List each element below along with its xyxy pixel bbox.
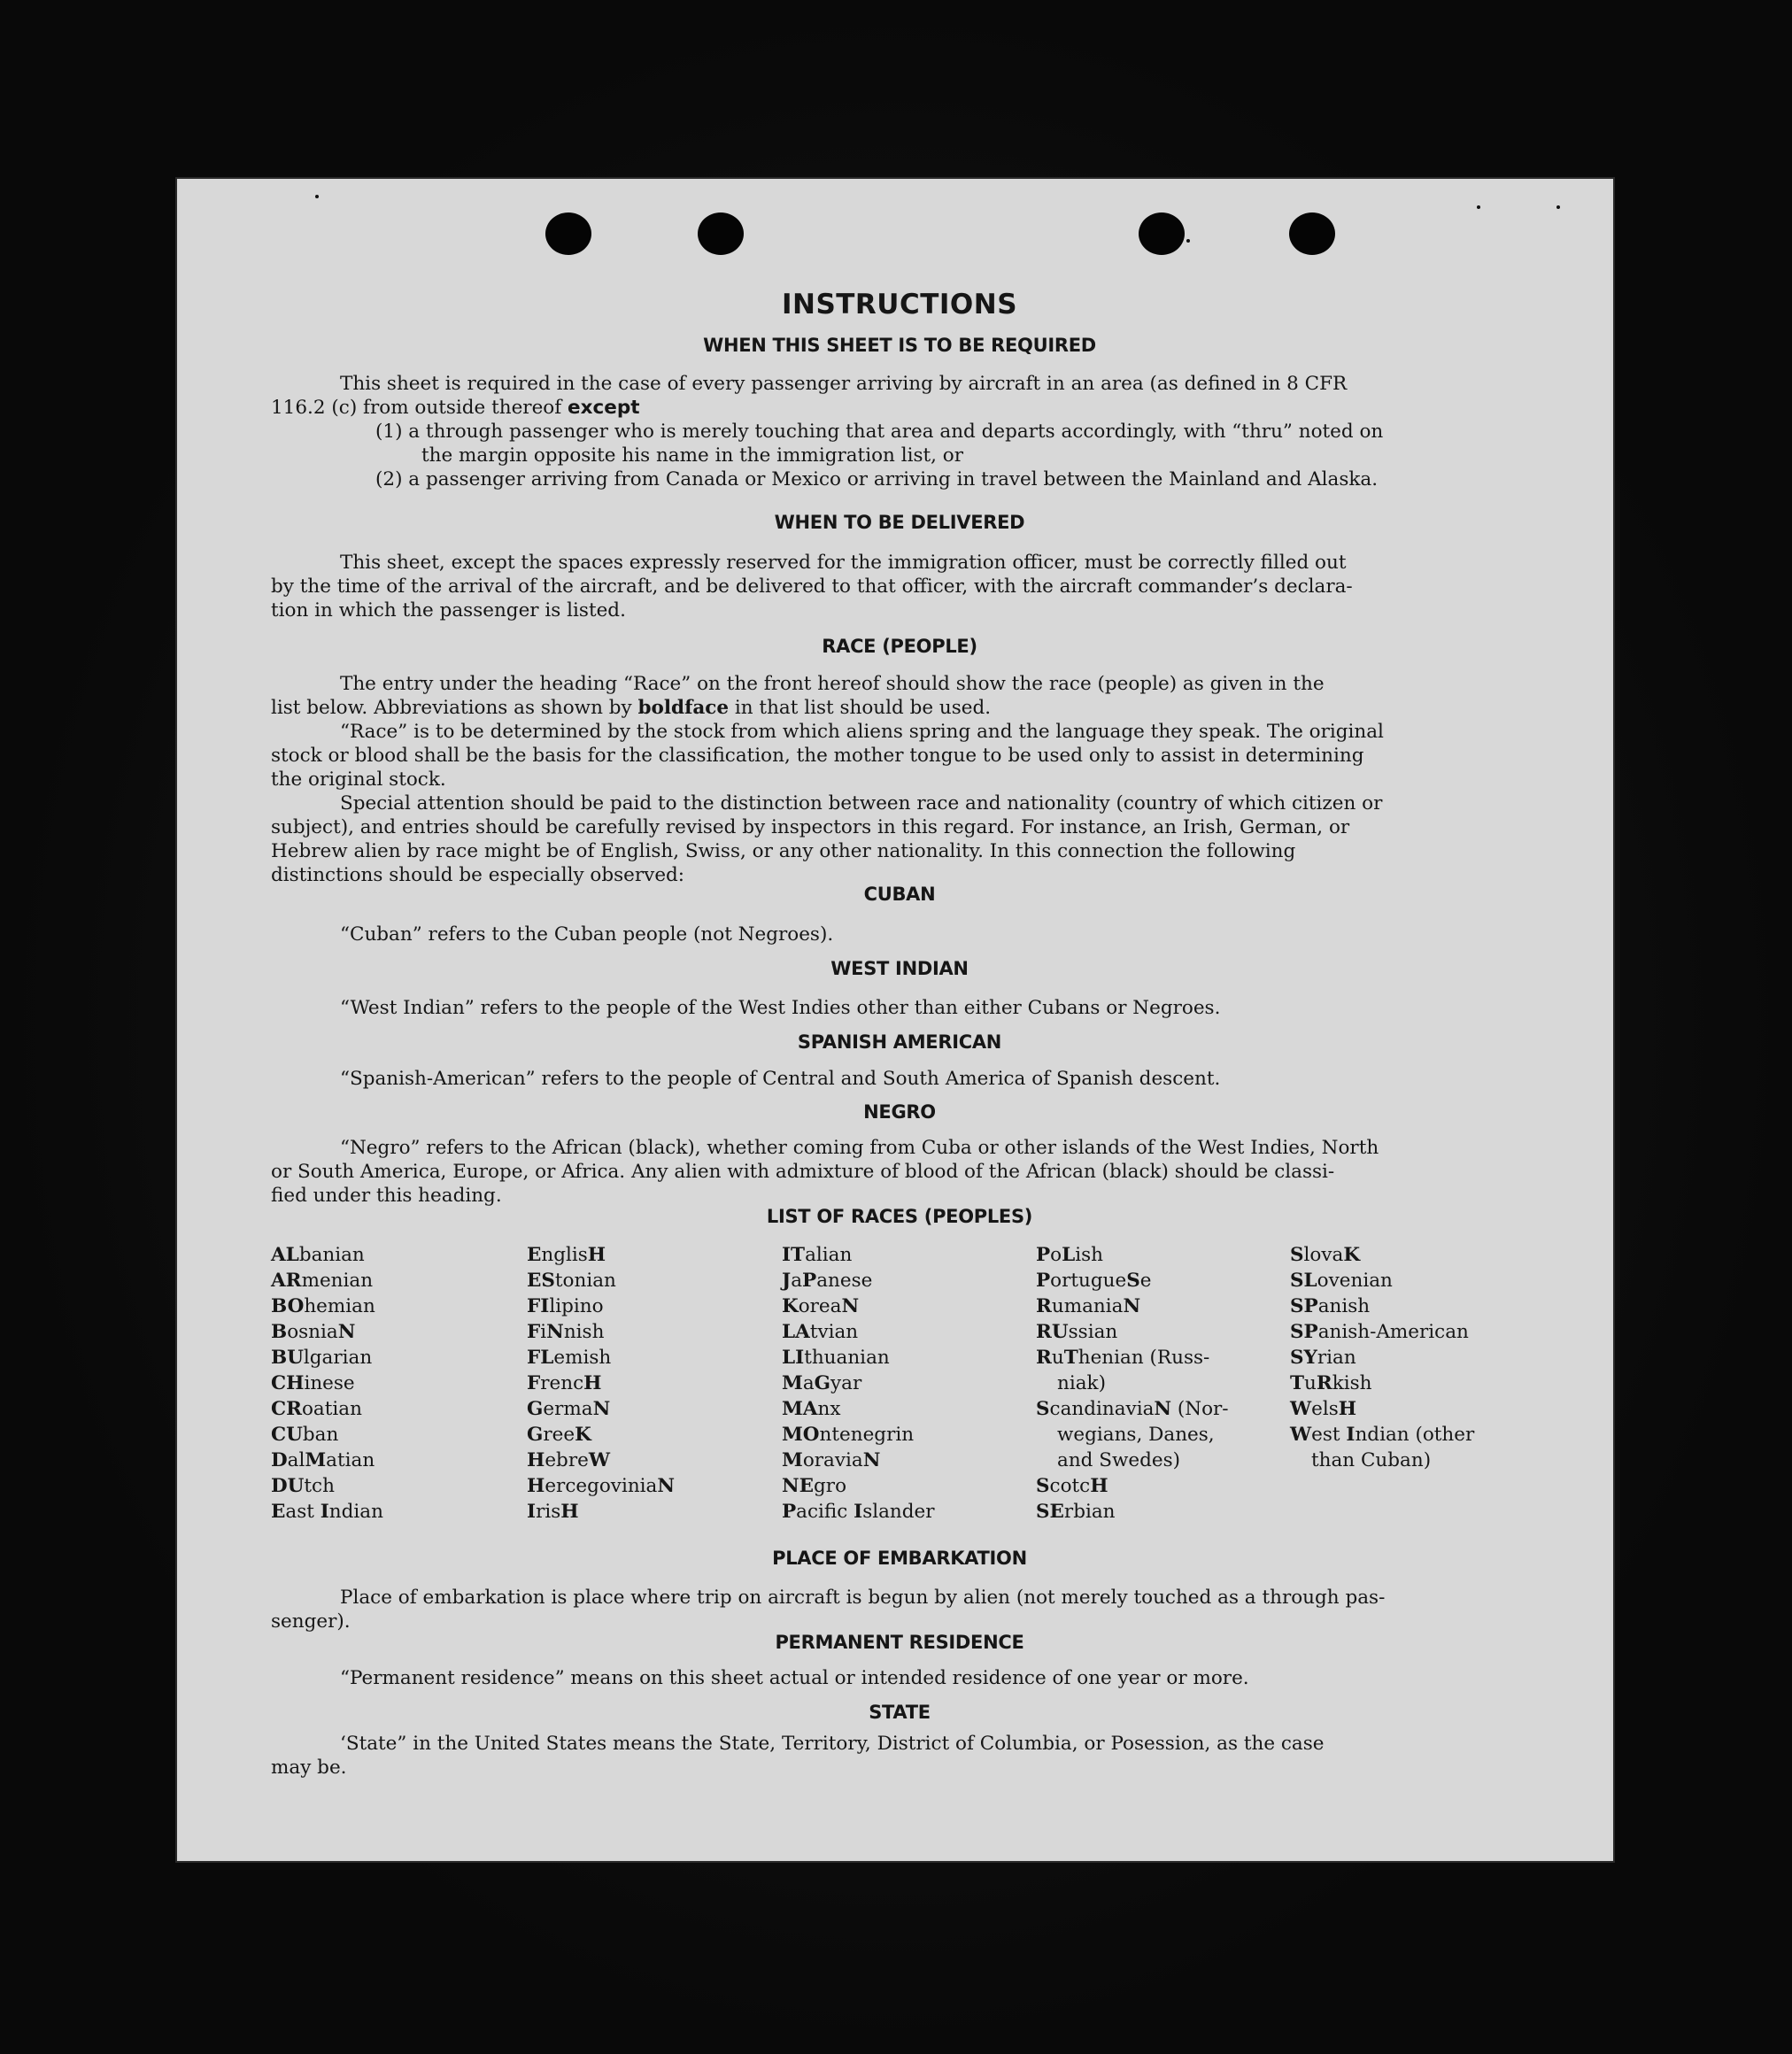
paragraph-line: subject), and entries should be carefully revised by inspectors in this regard. For instance, an Irish, German, or: [271, 816, 1350, 838]
race-abbrev-bold: NE: [782, 1475, 815, 1497]
race-abbrev-bold: SP: [1290, 1295, 1318, 1317]
race-text: menian: [301, 1270, 374, 1292]
paragraph-line: Place of embarkation is place where trip on aircraft is begun by alien (not merely touched as a through pas-: [340, 1587, 1386, 1609]
race-abbrev-bold: G: [814, 1372, 831, 1394]
race-entry: [782, 1268, 935, 1293]
race-abbrev-bold: P: [1036, 1270, 1051, 1292]
race-text: tvian: [809, 1321, 859, 1343]
race-abbrev-bold: ES: [527, 1270, 555, 1292]
race-text: rbian: [1063, 1501, 1116, 1523]
race-abbrev-bold: K: [782, 1295, 799, 1317]
race-text: erma: [543, 1398, 593, 1420]
race-abbrev-bold: N: [592, 1398, 611, 1420]
race-text: ree: [543, 1424, 575, 1446]
race-text: ebre: [545, 1449, 589, 1471]
race-abbrev-bold: M: [305, 1449, 327, 1471]
race-entry: [527, 1371, 675, 1396]
paragraph-line: the original stock.: [271, 768, 446, 791]
race-text: ris: [536, 1501, 561, 1523]
race-text: (Nor-: [1171, 1398, 1229, 1420]
race-text: lgarian: [303, 1347, 373, 1369]
race-entry: [782, 1473, 935, 1499]
race-text: yar: [830, 1372, 862, 1394]
race-abbrev-bold: DU: [271, 1475, 305, 1497]
paragraph-line: Special attention should be paid to the distinction between race and nationality (country of which citizen or: [340, 792, 1383, 815]
race-text: osnia: [287, 1321, 338, 1343]
scan-speck: [1186, 239, 1190, 243]
race-entry: [271, 1422, 383, 1448]
race-text: ndian: [328, 1501, 383, 1523]
race-entry: [271, 1268, 383, 1293]
race-entry: [1290, 1242, 1474, 1268]
race-text: ovenian: [1317, 1270, 1393, 1292]
race-abbrev-bold: G: [527, 1424, 544, 1446]
race-entry: [527, 1448, 675, 1473]
race-text: o: [1050, 1244, 1062, 1266]
race-text: rian: [1317, 1347, 1356, 1369]
race-abbrev-bold: P: [782, 1501, 797, 1523]
races-column-2: [527, 1242, 675, 1525]
race-entry: [1036, 1319, 1229, 1345]
race-text: slander: [862, 1501, 935, 1523]
races-column-1: [271, 1242, 383, 1525]
race-text: al: [287, 1449, 305, 1471]
race-entry: [782, 1293, 935, 1319]
race-abbrev-bold: E: [271, 1501, 286, 1523]
race-abbrev-bold: J: [782, 1270, 792, 1292]
race-abbrev-bold: CU: [271, 1424, 303, 1446]
paragraph-line: “Permanent residence” means on this sheet actual or intended residence of one year or more.: [340, 1667, 1249, 1689]
race-text: oravia: [802, 1449, 863, 1471]
race-abbrev-bold: MA: [782, 1398, 818, 1420]
list-item: (1) a through passenger who is merely touching that area and departs accordingly, with “thru” noted on: [375, 421, 1384, 443]
paragraph-line: stock or blood shall be the basis for the classification, the mother tongue to be used only to assist in determining: [271, 745, 1364, 767]
race-entry: [271, 1448, 383, 1473]
race-abbrev-bold: K: [575, 1424, 591, 1446]
race-entry: [782, 1319, 935, 1345]
race-text: gro: [814, 1475, 847, 1497]
race-abbrev-bold: S: [1126, 1270, 1140, 1292]
section-heading-state: STATE: [869, 1702, 931, 1723]
punch-hole: [698, 212, 744, 255]
race-abbrev-bold: S: [1290, 1244, 1304, 1266]
race-abbrev-bold: BO: [271, 1295, 305, 1317]
race-entry: [271, 1499, 383, 1525]
section-heading-residence: PERMANENT RESIDENCE: [775, 1632, 1024, 1653]
race-abbrev-bold: SY: [1290, 1347, 1317, 1369]
race-entry: [1036, 1448, 1229, 1473]
race-entry: [1290, 1422, 1474, 1448]
race-abbrev-bold: S: [1036, 1475, 1050, 1497]
race-abbrev-bold: W: [1290, 1398, 1312, 1420]
section-heading-required: WHEN THIS SHEET IS TO BE REQUIRED: [703, 335, 1096, 356]
punch-hole: [1289, 212, 1335, 255]
race-entry: [782, 1448, 935, 1473]
race-text: e: [1139, 1270, 1152, 1292]
race-abbrev-bold: F: [527, 1321, 541, 1343]
text: list below. Abbreviations as shown by: [271, 697, 638, 719]
race-text: ban: [302, 1424, 339, 1446]
emphasis-text: except: [568, 397, 640, 419]
race-text: niak): [1057, 1372, 1106, 1394]
race-text: a: [791, 1270, 803, 1292]
race-text: nglis: [541, 1244, 588, 1266]
paragraph-line: tion in which the passenger is listed.: [271, 599, 626, 622]
race-text: henian (Russ-: [1078, 1347, 1210, 1369]
paragraph-line: fied under this heading.: [271, 1185, 502, 1207]
race-text: banian: [298, 1244, 365, 1266]
race-text: renc: [540, 1372, 584, 1394]
race-entry: [782, 1345, 935, 1371]
race-entry: [1036, 1396, 1229, 1422]
race-text: anish: [1317, 1295, 1371, 1317]
race-entry: [527, 1345, 675, 1371]
race-text: hemian: [304, 1295, 375, 1317]
race-abbrev-bold: CH: [271, 1372, 305, 1394]
page-title: INSTRUCTIONS: [781, 289, 1018, 320]
paragraph-line: [271, 396, 1528, 420]
race-abbrev-bold: N: [546, 1321, 564, 1343]
race-abbrev-bold: T: [1063, 1347, 1078, 1369]
race-abbrev-bold: W: [1290, 1424, 1312, 1446]
race-entry: [271, 1371, 383, 1396]
paragraph-line: ‘State” in the United States means the State, Territory, District of Columbia, or Posession, as the case: [340, 1733, 1325, 1755]
race-abbrev-bold: I: [1346, 1424, 1356, 1446]
races-column-4: [1036, 1242, 1229, 1525]
paragraph-line: “Spanish-American” refers to the people of Central and South America of Spanish descent.: [340, 1068, 1221, 1090]
race-entry: [782, 1499, 935, 1525]
race-text: anish-American: [1317, 1321, 1469, 1343]
paragraph-line: “Cuban” refers to the Cuban people (not Negroes).: [340, 923, 834, 946]
race-entry: [527, 1293, 675, 1319]
race-abbrev-bold: N: [841, 1295, 860, 1317]
paragraph-line: Hebrew alien by race might be of English, Swiss, or any other nationality. In this connection the following: [271, 840, 1296, 862]
race-text: ntenegrin: [819, 1424, 915, 1446]
race-abbrev-bold: CR: [271, 1398, 302, 1420]
race-text: ssian: [1068, 1321, 1118, 1343]
race-text: alian: [805, 1244, 853, 1266]
paragraph-line: “Negro” refers to the African (black), whether coming from Cuba or other islands of the West Indies, North: [340, 1137, 1379, 1159]
race-abbrev-bold: N: [862, 1449, 881, 1471]
race-entry: [271, 1396, 383, 1422]
race-abbrev-bold: AL: [271, 1244, 299, 1266]
race-entry: [1036, 1422, 1229, 1448]
section-heading-west-indian: WEST INDIAN: [830, 958, 969, 979]
race-abbrev-bold: I: [320, 1501, 329, 1523]
race-text: oatian: [301, 1398, 362, 1420]
race-text: i: [540, 1321, 547, 1343]
paragraph-line: or South America, Europe, or Africa. Any alien with admixture of blood of the African (black) should be classi-: [271, 1161, 1335, 1183]
race-abbrev-bold: RU: [1036, 1321, 1069, 1343]
race-entry: [1290, 1319, 1474, 1345]
race-abbrev-bold: FL: [527, 1347, 554, 1369]
race-abbrev-bold: I: [854, 1501, 863, 1523]
punch-hole: [545, 212, 591, 255]
race-entry: [1036, 1293, 1229, 1319]
race-abbrev-bold: D: [271, 1449, 288, 1471]
race-text: a: [802, 1372, 815, 1394]
race-entry: [527, 1268, 675, 1293]
race-abbrev-bold: H: [587, 1244, 606, 1266]
race-abbrev-bold: P: [802, 1270, 817, 1292]
paragraph-line: “West Indian” refers to the people of the West Indies other than either Cubans or Negroes.: [340, 997, 1221, 1019]
race-text: lova: [1303, 1244, 1344, 1266]
race-entry: [527, 1319, 675, 1345]
race-entry: [271, 1242, 383, 1268]
race-abbrev-bold: H: [527, 1449, 545, 1471]
race-text: nx: [817, 1398, 841, 1420]
race-abbrev-bold: N: [1154, 1398, 1172, 1420]
race-text: u: [1051, 1347, 1064, 1369]
paragraph-line: by the time of the arrival of the aircraft, and be delivered to that officer, with the aircraft commander’s declara-: [271, 575, 1353, 598]
race-text: kish: [1332, 1372, 1372, 1394]
section-heading-delivered: WHEN TO BE DELIVERED: [774, 512, 1025, 533]
race-entry: [1036, 1242, 1229, 1268]
race-entry: [271, 1473, 383, 1499]
race-entry: [782, 1396, 935, 1422]
race-abbrev-bold: N: [337, 1321, 356, 1343]
race-abbrev-bold: P: [1036, 1244, 1051, 1266]
race-text: ndian (other: [1355, 1424, 1475, 1446]
race-abbrev-bold: W: [588, 1449, 610, 1471]
race-text: est: [1311, 1424, 1347, 1446]
race-abbrev-bold: H: [583, 1372, 602, 1394]
race-abbrev-bold: MO: [782, 1424, 820, 1446]
race-text: inese: [304, 1372, 355, 1394]
race-abbrev-bold: SL: [1290, 1270, 1317, 1292]
paragraph-line: [271, 696, 1528, 720]
race-entry: [527, 1499, 675, 1525]
emphasis-text: boldface: [637, 697, 730, 719]
race-abbrev-bold: SE: [1036, 1501, 1064, 1523]
race-abbrev-bold: IT: [782, 1244, 806, 1266]
race-text: thuanian: [804, 1347, 890, 1369]
race-abbrev-bold: E: [527, 1244, 542, 1266]
race-text: wegians, Danes,: [1057, 1424, 1215, 1446]
race-entry: [782, 1242, 935, 1268]
race-entry: [527, 1396, 675, 1422]
race-abbrev-bold: H: [527, 1475, 545, 1497]
race-entry: [1290, 1371, 1474, 1396]
section-heading-negro: NEGRO: [863, 1101, 936, 1123]
race-text: nish: [563, 1321, 605, 1343]
race-entry: [1290, 1448, 1474, 1473]
section-heading-spanish-american: SPANISH AMERICAN: [797, 1031, 1002, 1053]
scan-speck: [1477, 205, 1480, 209]
paragraph-line: “Race” is to be determined by the stock from which aliens spring and the language they speak. The original: [340, 721, 1384, 743]
race-entry: [527, 1422, 675, 1448]
race-abbrev-bold: N: [657, 1475, 676, 1497]
scan-speck: [315, 195, 319, 198]
race-abbrev-bold: AR: [271, 1270, 302, 1292]
section-heading-cuban: CUBAN: [863, 884, 936, 905]
race-entry: [1036, 1268, 1229, 1293]
race-text: than Cuban): [1311, 1449, 1432, 1471]
race-abbrev-bold: L: [1062, 1244, 1076, 1266]
race-entry: [1290, 1293, 1474, 1319]
race-entry: [1290, 1345, 1474, 1371]
list-item: (2) a passenger arriving from Canada or Mexico or arriving in travel between the Mainland and Alaska.: [375, 468, 1379, 490]
race-entry: [782, 1371, 935, 1396]
punch-hole: [1139, 212, 1185, 255]
race-abbrev-bold: R: [1036, 1347, 1052, 1369]
race-text: emish: [553, 1347, 612, 1369]
race-abbrev-bold: R: [1036, 1295, 1052, 1317]
race-text: ortugue: [1050, 1270, 1127, 1292]
list-item-continued: the margin opposite his name in the immigration list, or: [421, 444, 964, 467]
race-text: lipino: [549, 1295, 604, 1317]
race-entry: [527, 1473, 675, 1499]
race-abbrev-bold: M: [782, 1372, 803, 1394]
race-text: cotc: [1049, 1475, 1091, 1497]
race-abbrev-bold: F: [527, 1372, 541, 1394]
race-entry: [1036, 1371, 1229, 1396]
race-abbrev-bold: LA: [782, 1321, 810, 1343]
race-text: atian: [326, 1449, 375, 1471]
race-text: candinavia: [1049, 1398, 1155, 1420]
race-abbrev-bold: G: [527, 1398, 544, 1420]
races-column-3: [782, 1242, 935, 1525]
paragraph-line: may be.: [271, 1757, 347, 1779]
race-text: ish: [1075, 1244, 1104, 1266]
race-abbrev-bold: H: [560, 1501, 579, 1523]
paragraph-line: The entry under the heading “Race” on the front hereof should show the race (people) as given in the: [340, 673, 1325, 695]
race-abbrev-bold: N: [1123, 1295, 1141, 1317]
race-text: tonian: [554, 1270, 616, 1292]
races-column-5: [1290, 1242, 1474, 1473]
race-text: umania: [1051, 1295, 1124, 1317]
race-abbrev-bold: B: [271, 1321, 288, 1343]
race-abbrev-bold: I: [527, 1501, 537, 1523]
race-text: u: [1304, 1372, 1317, 1394]
race-text: ast: [285, 1501, 321, 1523]
text: in that list should be used.: [729, 697, 992, 719]
race-abbrev-bold: R: [1316, 1372, 1332, 1394]
race-entry: [1036, 1345, 1229, 1371]
race-abbrev-bold: T: [1290, 1372, 1304, 1394]
section-heading-embarkation: PLACE OF EMBARKATION: [772, 1548, 1027, 1569]
race-abbrev-bold: H: [1338, 1398, 1357, 1420]
paragraph-line: [271, 372, 1528, 396]
race-text: and Swedes): [1057, 1449, 1181, 1471]
race-entry: [1290, 1268, 1474, 1293]
race-abbrev-bold: BU: [271, 1347, 304, 1369]
race-entry: [1036, 1473, 1229, 1499]
race-entry: [271, 1319, 383, 1345]
section-heading-race: RACE (PEOPLE): [822, 636, 977, 657]
race-text: els: [1311, 1398, 1339, 1420]
text: 116.2 (c) from outside thereof: [271, 397, 568, 419]
race-abbrev-bold: M: [782, 1449, 803, 1471]
scan-speck: [1556, 205, 1560, 209]
race-abbrev-bold: SP: [1290, 1321, 1318, 1343]
text: This sheet is required in the case of every passenger arriving by aircraft in an area (as defined in 8 CFR: [340, 373, 1348, 395]
race-entry: [271, 1345, 383, 1371]
race-text: ercegovinia: [545, 1475, 658, 1497]
race-text: orea: [798, 1295, 842, 1317]
race-abbrev-bold: S: [1036, 1398, 1050, 1420]
paragraph-line: distinctions should be especially observed:: [271, 864, 685, 886]
race-abbrev-bold: K: [1343, 1244, 1361, 1266]
race-text: tch: [304, 1475, 335, 1497]
race-entry: [782, 1422, 935, 1448]
race-text: acific: [796, 1501, 854, 1523]
race-abbrev-bold: LI: [782, 1347, 805, 1369]
section-heading-races: LIST OF RACES (PEOPLES): [766, 1206, 1033, 1227]
race-entry: [1290, 1396, 1474, 1422]
race-text: anese: [816, 1270, 873, 1292]
race-entry: [527, 1242, 675, 1268]
paragraph-line: senger).: [271, 1610, 351, 1633]
race-entry: [271, 1293, 383, 1319]
race-abbrev-bold: H: [1090, 1475, 1108, 1497]
race-abbrev-bold: FI: [527, 1295, 550, 1317]
paragraph-line: This sheet, except the spaces expressly reserved for the immigration officer, must be correctly filled out: [340, 552, 1347, 574]
race-entry: [1036, 1499, 1229, 1525]
